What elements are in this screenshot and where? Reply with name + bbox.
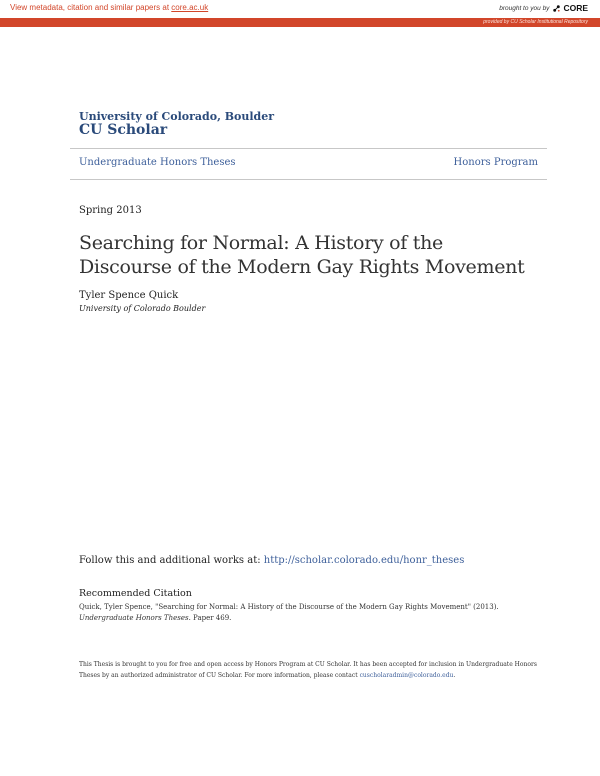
core-provided-bar [0,18,600,27]
brought-by[interactable] [499,3,588,13]
citation-paper-number: Paper 469. [193,614,232,622]
notice-text: This Thesis is brought to you for free and open access by Honors Program at CU Scholar. It has been accepted for inclusion in Undergraduate Honors Theses by an authorized administrator of CU Scholar. For more information, please contact [79,661,537,679]
follow-line [79,555,464,566]
core-logo-text: CORE [563,3,588,13]
citation-heading: Recommended Citation [79,588,192,599]
provided-by-text: provided by CU Scholar Institutional Repository [483,19,588,25]
follow-link[interactable]: http://scholar.colorado.edu/honr_theses [263,555,465,566]
citation-text [79,602,539,624]
collection-link[interactable]: Undergraduate Honors Theses [79,157,236,168]
access-notice [79,659,539,681]
core-logo[interactable] [552,3,588,13]
divider [70,179,547,180]
institution-name: University of Colorado, Boulder [79,110,275,123]
notice-end: . [453,672,456,679]
core-link-prefix: View metadata, citation and similar papers at [10,3,172,12]
author-name: Tyler Spence Quick [79,290,179,301]
contact-email-link[interactable]: cuscholaradmin@colorado.edu [359,672,454,679]
core-logo-icon [552,4,561,13]
citation-body: Quick, Tyler Spence, "Searching for Normal: A History of the Discourse of the Modern Gay Rights Movement" (2013). [79,603,499,611]
divider [70,148,547,149]
publication-date: Spring 2013 [79,205,142,216]
core-banner [0,0,600,18]
brought-by-label: brought to you by [499,4,550,12]
citation-series: Undergraduate Honors Theses. [79,614,191,622]
follow-label: Follow this and additional works at: [79,555,264,566]
paper-title: Searching for Normal: A History of the Discourse of the Modern Gay Rights Movement [79,232,525,278]
program-link[interactable]: Honors Program [453,157,538,168]
author-affiliation: University of Colorado Boulder [79,304,206,313]
repository-name[interactable]: CU Scholar [79,122,168,138]
core-link-text[interactable]: core.ac.uk [171,3,209,12]
core-metadata-link[interactable] [10,3,208,12]
